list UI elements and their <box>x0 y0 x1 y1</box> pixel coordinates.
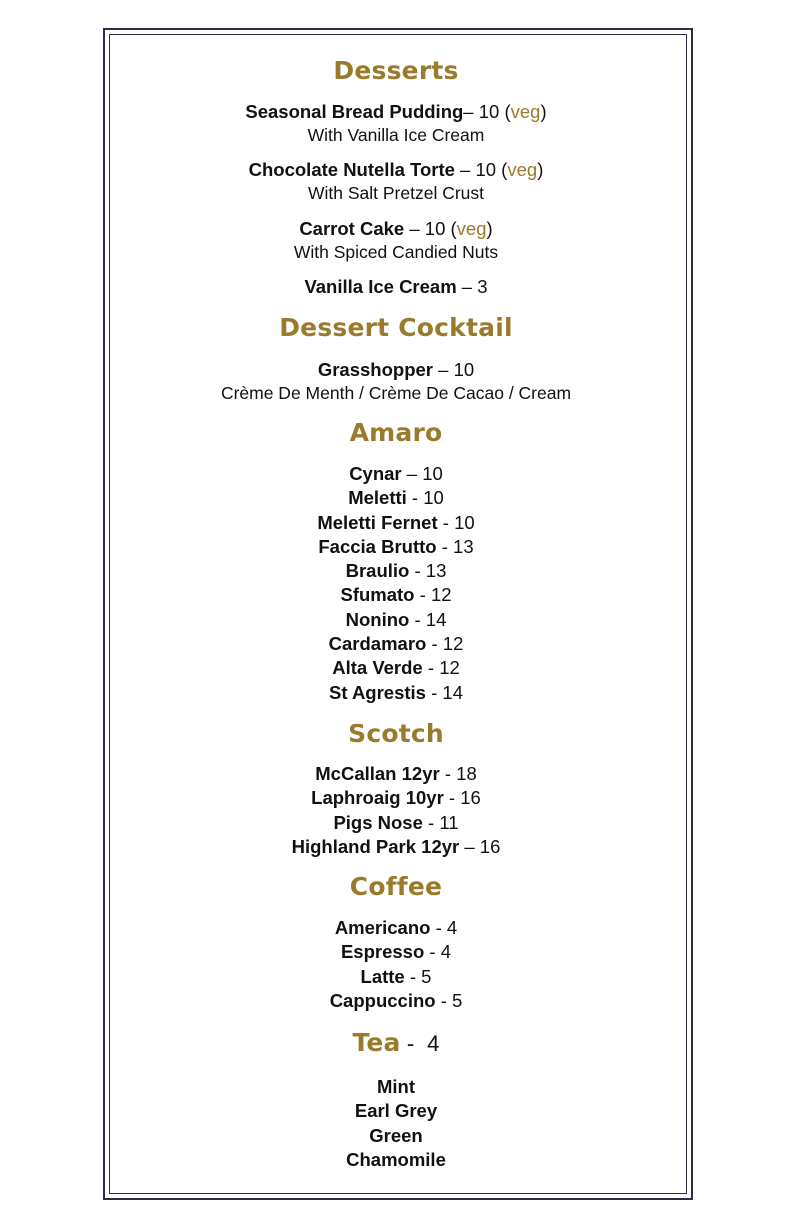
list-item: Nonino - 14 <box>345 608 447 630</box>
list-item: Chamomile <box>346 1148 446 1170</box>
list-item: Highland Park 12yr – 16 <box>291 835 501 857</box>
item-price: 10 <box>475 159 497 180</box>
item-description: With Salt Pretzel Crust <box>307 183 485 203</box>
scotch-list <box>0 762 792 859</box>
section-heading-desserts: Desserts <box>333 56 459 85</box>
menu-item-grasshopper: Grasshopper – 10 Crème De Menth / Crème De Cacao / Cream <box>0 358 792 404</box>
item-description: With Vanilla Ice Cream <box>307 125 485 145</box>
item-price: 10 <box>453 359 475 380</box>
list-item: Americano - 4 <box>334 917 458 938</box>
item-description: Crème De Menth / Crème De Cacao / Cream <box>220 383 572 403</box>
section-heading-scotch: Scotch <box>348 719 444 748</box>
item-price: 10 <box>424 218 446 239</box>
section-heading-tea: Tea - 4 <box>352 1028 440 1057</box>
list-item: Latte - 5 <box>360 965 432 987</box>
menu-item-bread-pudding: Seasonal Bread Pudding– 10 (veg) With Vanilla Ice Cream <box>0 100 792 146</box>
section-heading-coffee: Coffee <box>349 872 443 901</box>
menu-item-carrot-cake: Carrot Cake – 10 (veg) With Spiced Candied Nuts <box>0 217 792 263</box>
section-heading-dessert-cocktail: Dessert Cocktail <box>279 313 513 342</box>
item-name: Seasonal Bread Pudding <box>245 101 464 122</box>
list-item: Alta Verde - 12 <box>332 657 460 679</box>
item-name: Chocolate Nutella Torte <box>248 159 455 180</box>
list-item: Mint <box>376 1076 415 1097</box>
amaro-list <box>0 462 792 705</box>
list-item: Sfumato - 12 <box>340 584 452 606</box>
menu-item-vanilla-ice-cream: Vanilla Ice Cream – 3 <box>304 276 488 297</box>
item-price: 3 <box>477 276 488 297</box>
veg-label: veg <box>507 159 538 180</box>
list-item: Braulio - 13 <box>345 560 447 582</box>
item-name: Carrot Cake <box>299 218 405 239</box>
list-item: Laphroaig 10yr - 16 <box>311 787 481 809</box>
item-name: Grasshopper <box>317 359 433 380</box>
section-heading-amaro: Amaro <box>349 418 443 447</box>
list-item: Cardamaro - 12 <box>328 633 464 655</box>
list-item: Earl Grey <box>354 1100 438 1122</box>
list-item: Meletti - 10 <box>348 487 444 509</box>
list-item: Cynar – 10 <box>349 463 443 484</box>
item-description: With Spiced Candied Nuts <box>293 242 499 262</box>
list-item: Pigs Nose - 11 <box>333 811 459 833</box>
item-name: Vanilla Ice Cream <box>304 276 457 297</box>
list-item: Green <box>369 1124 423 1146</box>
list-item: McCallan 12yr - 18 <box>315 763 477 784</box>
veg-label: veg <box>510 101 541 122</box>
item-price: 10 <box>478 101 500 122</box>
veg-label: veg <box>456 218 487 239</box>
list-item: Faccia Brutto - 13 <box>318 535 474 557</box>
list-item: Cappuccino - 5 <box>329 989 463 1011</box>
tea-price: - 4 <box>400 1031 440 1056</box>
coffee-list <box>0 916 792 1013</box>
list-item: Espresso - 4 <box>340 941 452 963</box>
list-item: St Agrestis - 14 <box>328 681 463 703</box>
tea-list <box>0 1075 792 1172</box>
menu-item-nutella-torte: Chocolate Nutella Torte – 10 (veg) With Salt Pretzel Crust <box>0 158 792 204</box>
list-item: Meletti Fernet - 10 <box>317 511 475 533</box>
